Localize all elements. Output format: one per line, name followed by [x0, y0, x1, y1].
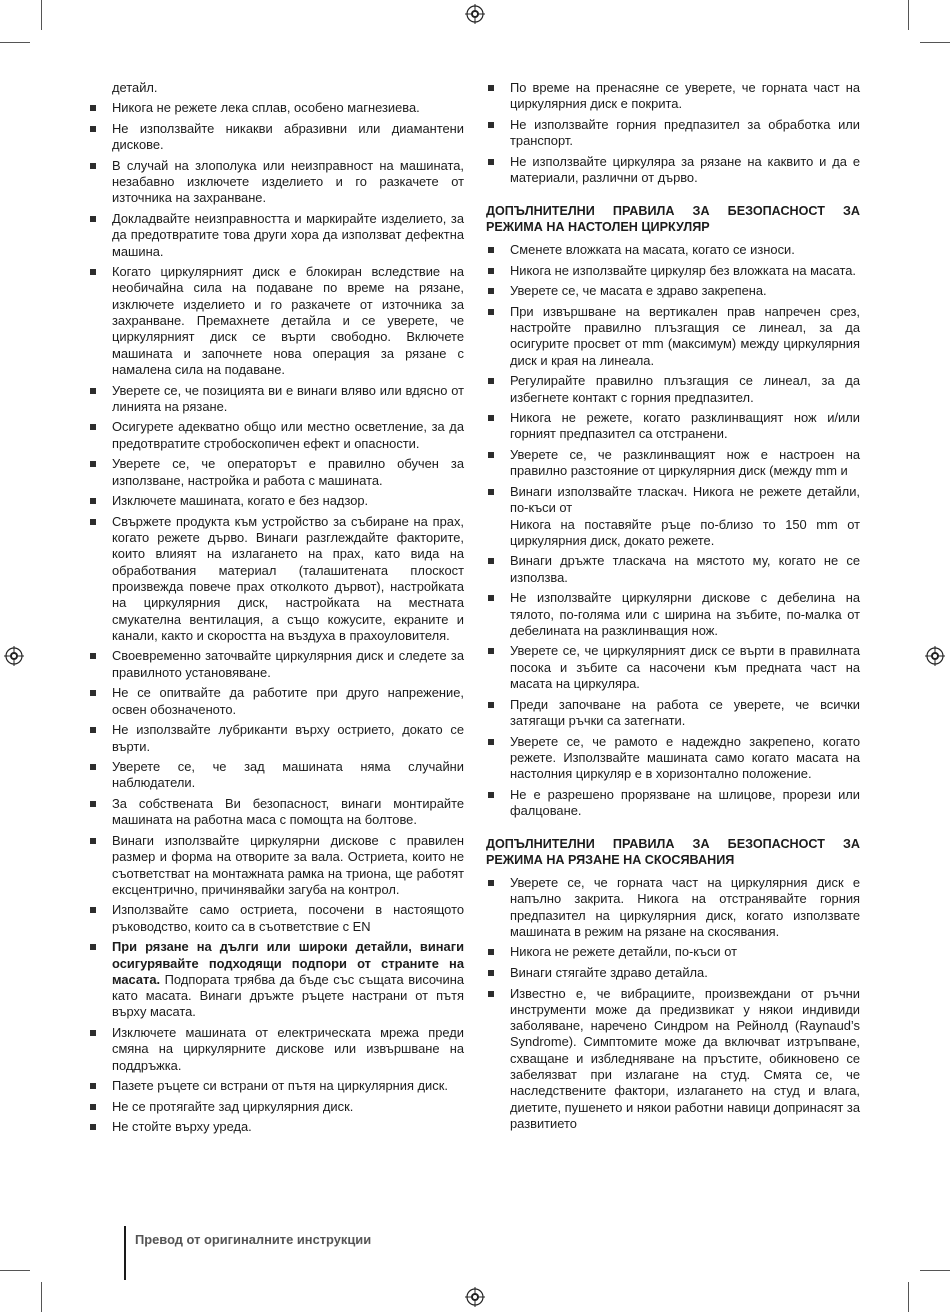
left-column [88, 80, 464, 1140]
list-item: Регулирайте правилно плъзгащия се линеал, за да избегнете контакт с горния предпазител. [486, 373, 860, 406]
crop-mark-top-left-v [41, 0, 42, 30]
list-item: При извършване на вертикален прав напречен срез, настройте правилно плъзгащия се линеал, за да осигурите просвет от mm (максимум) между циркулярния диск и края на линеала. [486, 304, 860, 369]
list-item: Никога не режете, когато разклинващият нож и/или горният предпазител са отстранени. [486, 410, 860, 443]
registration-mark-icon [465, 1287, 485, 1307]
crop-mark-bottom-left-h [0, 1270, 30, 1271]
list-item: В случай на злополука или неизправност на машината, незабавно изключете изделието и го разкачете от източника на захранване. [88, 158, 464, 207]
right-top-list [486, 80, 860, 186]
crop-mark-top-right-v [908, 0, 909, 30]
list-item: Не използвайте лубриканти върху острието, докато се върти. [88, 722, 464, 755]
list-item: Никога не режете лека сплав, особено магнезиева. [88, 100, 464, 116]
crop-mark-bottom-left-v [41, 1282, 42, 1312]
list-item-bold [88, 939, 464, 1020]
list-item: Не използвайте циркулярни дискове с дебелина на тялото, по-голяма или с ширина на зъбите, по-малка от дебелината на разклинващия нож. [486, 590, 860, 639]
section-heading-mitre: ДОПЪЛНИТЕЛНИ ПРАВИЛА ЗА БЕЗОПАСНОСТ ЗА РЕЖИМА НА РЯЗАНЕ НА СКОСЯВАНИЯ [486, 837, 860, 868]
list-item: Никога не режете детайли, по-къси от [486, 944, 860, 960]
list-item: Използвайте само остриета, посочени в настоящото ръководство, които са в съответствие с EN [88, 902, 464, 935]
list-item: Пазете ръцете си встрани от пътя на циркулярния диск. [88, 1078, 464, 1094]
list-item: Винаги стягайте здраво детайла. [486, 965, 860, 981]
list-item: Винаги използвайте тласкач. Никога не режете детайли, по-къси от Никога на поставяйте ръце по-близо то 150 mm от циркулярния диск, докато режете. [486, 484, 860, 549]
list-item: Когато циркулярният диск е блокиран вследствие на необичайна сила на подаване по време на рязане, изключете изделието и го разкачете от източника за захранване. Премахнете детайла и се уверете, че циркулярният диск се върти свободно. Включете машината и започнете нова операция за рязане с намалена сила на подаване. [88, 264, 464, 378]
crop-mark-bottom-right-v [908, 1282, 909, 1312]
registration-mark-icon [4, 646, 24, 666]
mitre-list [486, 875, 860, 1132]
right-column [486, 80, 860, 1137]
list-item: Известно е, че вибрациите, произвеждани от ръчни инструменти може да предизвикат у някои индивиди заболяване, наречено Синдром на Рейнолд (Raynaud’s Syndrome). Симптомите може да включват изтръпване, схващане и избледняване на пръстите, обикновено се забелязват при излагане на студ. Смята се, че наследствените фактори, излагането на студ и влага, диетите, пушенето и някои работни навици допринасят за развитието [486, 986, 860, 1133]
list-item: Винаги използвайте циркулярни дискове с правилен размер и форма на отворите за вала. Остриета, които не съответстват на монтажната рамка на триона, ще работят ексцентрично, причинявайки загуба на контрол. [88, 833, 464, 898]
list-item: За собствената Ви безопасност, винаги монтирайте машината на работна маса с помощта на болтове. [88, 796, 464, 829]
crop-mark-top-left-h [0, 42, 30, 43]
list-item: Не е разрешено прорязване на шлицове, прорези или фалцоване. [486, 787, 860, 820]
list-item: Не използвайте горния предпазител за обработка или транспорт. [486, 117, 860, 150]
list-item: Изключете машината от електрическата мрежа преди смяна на циркулярните дискове или извършване на поддръжка. [88, 1025, 464, 1074]
bold-text: При рязане на дълги или широки детайли, винаги осигурявайте подходящи подпори от страните на масата. [112, 939, 464, 987]
list-item: Не използвайте никакви абразивни или диамантени дискове. [88, 121, 464, 154]
list-item: По време на пренасяне се уверете, че горната част на циркулярния диск е покрита. [486, 80, 860, 113]
table-saw-list [486, 242, 860, 819]
list-item: Уверете се, че масата е здраво закрепена. [486, 283, 860, 299]
list-item: Никога не използвайте циркуляр без вложката на масата. [486, 263, 860, 279]
list-item: Сменете вложката на масата, когато се износи. [486, 242, 860, 258]
list-item: Осигурете адекватно общо или местно осветление, за да предотвратите стробоскопичен ефект и опасности. [88, 419, 464, 452]
list-item: Преди започване на работа се уверете, че всички затягащи ръчки са затегнати. [486, 697, 860, 730]
list-item: Уверете се, че позицията ви е винаги вляво или вдясно от линията на рязане. [88, 383, 464, 416]
list-item: Не се опитвайте да работите при друго напрежение, освен обозначеното. [88, 685, 464, 718]
intro-text: детайл. [112, 80, 158, 95]
footer-rule [124, 1226, 126, 1280]
list-item: Уверете се, че рамото е надеждно закрепено, когато режете. Използвайте машината само когато масата на настолния циркуляр е в хоризонтално положение. [486, 734, 860, 783]
list-item: Не се протягайте зад циркулярния диск. [88, 1099, 464, 1115]
registration-mark-icon [925, 646, 945, 666]
section-heading-table-saw: ДОПЪЛНИТЕЛНИ ПРАВИЛА ЗА БЕЗОПАСНОСТ ЗА РЕЖИМА НА НАСТОЛЕН ЦИРКУЛЯР [486, 204, 860, 235]
list-item: Изключете машината, когато е без надзор. [88, 493, 464, 509]
list-item: Винаги дръжте тласкача на мястото му, когато не се използва. [486, 553, 860, 586]
crop-mark-top-right-h [920, 42, 950, 43]
list-item: Своевременно заточвайте циркулярния диск и следете за правилното установяване. [88, 648, 464, 681]
normal-text: Подпората трябва да бъде със същата височина като масата. Винаги дръжте ръцете настрани от пътя върху масата. [112, 971, 464, 1020]
list-item: Не стойте върху уреда. [88, 1119, 464, 1135]
list-item: Свържете продукта към устройство за събиране на прах, когато режете дърво. Винаги разглеждайте факторите, които влияят на излагането на прах, като вида на обработвания материал (талашитената плоскост произвежда повече прах отколкото дървот), настройката на циркулярния диск, настройката на местната смукателна вентилация, а също кожусите, екраните и канали, както и скоростта на въздуха в прахоуловителя. [88, 514, 464, 644]
registration-mark-icon [465, 4, 485, 24]
footer-text: Превод от оригиналните инструкции [135, 1232, 372, 1247]
list-item: Уверете се, че операторът е правилно обучен за използване, настройка и работа с машината. [88, 456, 464, 489]
list-item: Уверете се, че разклинващият нож е настроен на правилно разстояние от циркулярния диск (между mm и [486, 447, 860, 480]
list-item: Не използвайте циркуляра за рязане на каквито и да е материали, различни от дърво. [486, 154, 860, 187]
list-item: Уверете се, че циркулярният диск се върти в правилната посока и зъбите са насочени към предната част на масата на циркуляра. [486, 643, 860, 692]
list-item: Докладвайте неизправността и маркирайте изделието, за да предотвратите това други хора да използват дефектна машина. [88, 211, 464, 260]
list-item: Уверете се, че горната част на циркулярния диск е напълно закрита. Никога на отстранявайте горния предпазител на циркулярния диск, когато използвате машината в режим на рязане на скосявания. [486, 875, 860, 940]
left-safety-list [88, 100, 464, 1135]
list-item: Уверете се, че зад машината няма случайни наблюдатели. [88, 759, 464, 792]
crop-mark-bottom-right-h [920, 1270, 950, 1271]
